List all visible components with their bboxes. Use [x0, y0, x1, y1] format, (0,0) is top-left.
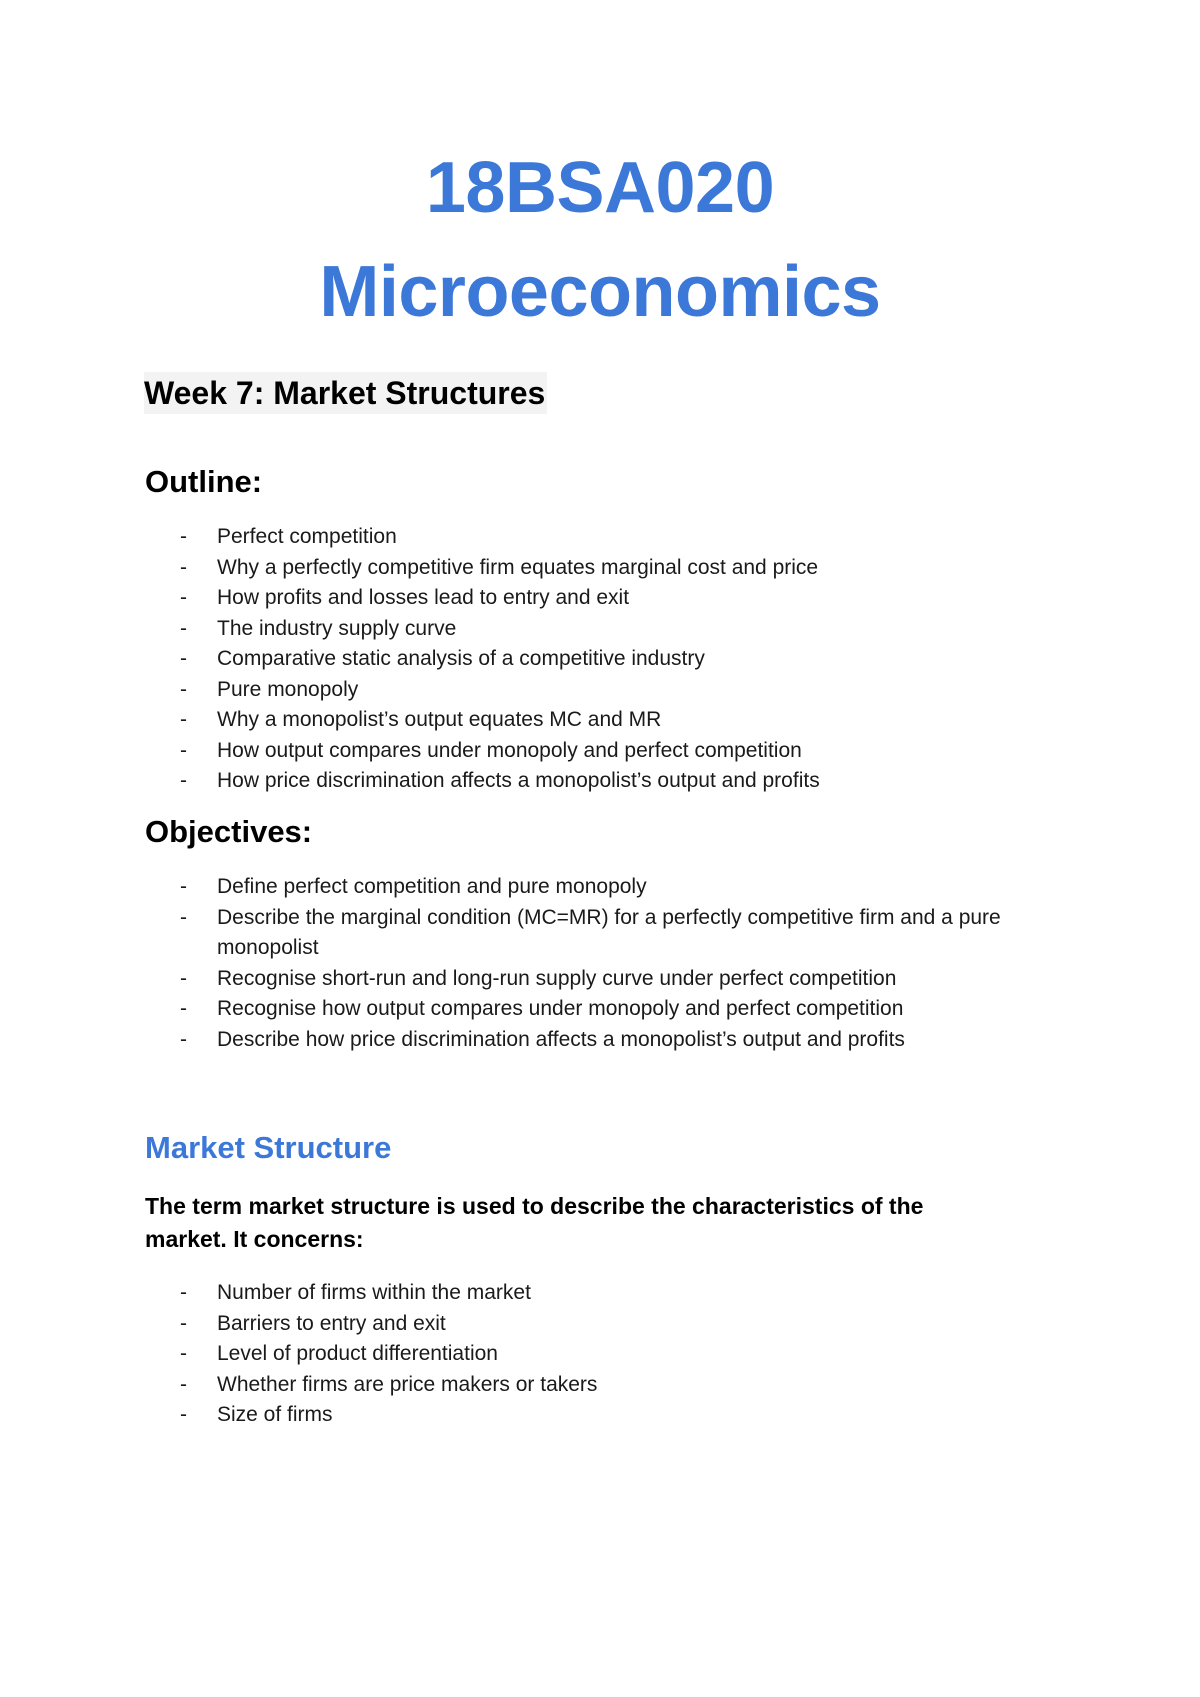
dash-bullet-icon: -: [180, 1311, 187, 1335]
list-item: [0, 994, 1057, 1025]
week-heading: Week 7: Market Structures: [144, 372, 547, 414]
list-item: [0, 1025, 1057, 1056]
objectives-heading: Objectives:: [145, 814, 313, 849]
list-item-text: Size of firms: [217, 1403, 333, 1426]
dash-bullet-icon: -: [180, 1281, 187, 1304]
list-item: [0, 522, 1057, 553]
list-item: [0, 583, 1057, 614]
list-item-text: Whether firms are price makers or takers: [217, 1372, 598, 1396]
list-item-text: Why a monopolist’s output equates MC and MR: [217, 708, 662, 731]
objectives-list: [0, 872, 1057, 1055]
list-item-text: Barriers to entry and exit: [217, 1311, 446, 1335]
list-item: [0, 1339, 1057, 1370]
list-item: [0, 736, 1057, 767]
list-item: [0, 1370, 1057, 1401]
dash-bullet-icon: -: [180, 769, 187, 792]
outline-list: [0, 522, 1057, 797]
list-item-text: Describe how price discrimination affects a monopolist’s output and profits: [217, 1027, 905, 1051]
list-item-text: How price discrimination affects a monopolist’s output and profits: [217, 769, 820, 792]
list-item: [0, 614, 1057, 645]
list-item: [0, 644, 1057, 675]
dash-bullet-icon: -: [180, 966, 187, 990]
list-item-text: Describe the marginal condition (MC=MR) for a perfectly competitive firm and a pure monopolist: [217, 905, 1001, 959]
dash-bullet-icon: -: [180, 1403, 187, 1426]
market-structure-concerns-list: [0, 1278, 1057, 1431]
document-title-code: 18BSA020: [425, 148, 775, 228]
list-item: [0, 1400, 1057, 1431]
list-item: [0, 964, 1057, 995]
market-structure-intro: The term market structure is used to describe the characteristics of the market. It concerns:: [145, 1193, 924, 1252]
list-item-text: Comparative static analysis of a competitive industry: [217, 647, 705, 670]
dash-bullet-icon: -: [180, 1027, 187, 1051]
dash-bullet-icon: -: [180, 586, 187, 609]
list-item-text: Recognise how output compares under monopoly and perfect competition: [217, 997, 904, 1020]
dash-bullet-icon: -: [180, 616, 187, 640]
list-item-text: How profits and losses lead to entry and exit: [217, 586, 630, 609]
list-item-text: The industry supply curve: [217, 616, 457, 640]
list-item: [0, 675, 1057, 706]
list-item: [0, 705, 1057, 736]
list-item-text: Recognise short-run and long-run supply curve under perfect competition: [217, 966, 897, 990]
dash-bullet-icon: -: [180, 875, 187, 898]
dash-bullet-icon: -: [180, 738, 187, 762]
list-item-text: Number of firms within the market: [217, 1281, 531, 1304]
list-item: [0, 1309, 1057, 1340]
dash-bullet-icon: -: [180, 708, 187, 731]
dash-bullet-icon: -: [180, 1342, 187, 1365]
dash-bullet-icon: -: [180, 905, 187, 929]
dash-bullet-icon: -: [180, 1372, 187, 1396]
list-item-text: Why a perfectly competitive firm equates marginal cost and price: [217, 555, 819, 579]
dash-bullet-icon: -: [180, 525, 187, 548]
list-item: [0, 1278, 1057, 1309]
list-item-text: How output compares under monopoly and perfect competition: [217, 738, 802, 762]
list-item: [0, 872, 1057, 903]
market-structure-heading: Market Structure: [145, 1130, 392, 1165]
dash-bullet-icon: -: [180, 555, 187, 579]
list-item: [0, 766, 1057, 797]
dash-bullet-icon: -: [180, 647, 187, 670]
list-item-text: Pure monopoly: [217, 677, 359, 701]
list-item-text: Define perfect competition and pure monopoly: [217, 875, 647, 898]
list-item: [0, 903, 1057, 964]
document-title-subject: Microeconomics: [319, 252, 881, 332]
dash-bullet-icon: -: [180, 677, 187, 701]
list-item-text: Perfect competition: [217, 525, 397, 548]
list-item-text: Level of product differentiation: [217, 1342, 498, 1365]
dash-bullet-icon: -: [180, 997, 187, 1020]
outline-heading: Outline:: [145, 464, 263, 499]
list-item: [0, 553, 1057, 584]
